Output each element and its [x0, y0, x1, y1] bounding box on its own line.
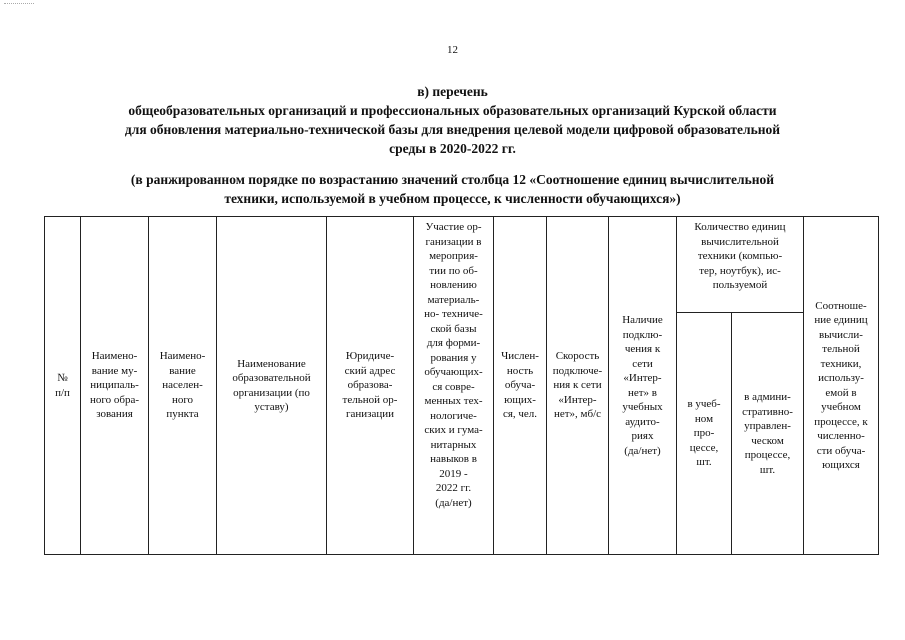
- header-computer-ratio: Соотноше- ние единиц вычисли- тельной техники, использу- емой в учебном процессе, к численно- сти обуча- ющихся: [804, 217, 879, 555]
- heading-line-2: общеобразовательных организаций и профессиональных образовательных организаций Курской области: [128, 103, 777, 118]
- subheading-line-1: (в ранжированном порядке по возрастанию значений столбца 12 «Соотношение единиц вычислительной: [130, 172, 775, 187]
- header-legal-address: Юридиче- ский адрес образова- тельной ор- ганизации: [327, 217, 414, 555]
- header-internet-speed: Скорость подключе- ния к сети «Интер- нет», мб/с: [547, 217, 609, 555]
- document-heading: [0, 82, 905, 158]
- header-computers-group: Количество единиц вычислительной техники (компью- тер, ноутбук), ис- пользуемой: [677, 217, 804, 313]
- page-number: 12: [447, 44, 458, 56]
- document-subheading: [0, 170, 905, 208]
- header-participation: Участие ор- ганизации в мероприя- тии по об- новлению материаль- но- техниче- ской базы для форми- рования у обучающих- ся совре- менных тех- нологиче- ских и гума- нитарных навыков в 2019 - 2022 гг. (да/нет): [414, 217, 494, 555]
- heading-line-3: для обновления материально-технической базы для внедрения целевой модели цифровой образовательной: [124, 122, 781, 137]
- header-computers-educational: в учеб- ном про- цессе, шт.: [677, 313, 732, 555]
- header-municipality: Наимено- вание му- ниципаль- ного обра- зования: [81, 217, 149, 555]
- heading-line-4: среды в 2020-2022 гг.: [389, 141, 516, 156]
- header-internet-in-classrooms: Наличие подклю- чения к сети «Интер- нет» в учебных аудито- риях (да/нет): [609, 217, 677, 555]
- heading-line-1: в) перечень: [417, 84, 488, 99]
- scan-artifact: [4, 3, 34, 5]
- organizations-table: [44, 216, 879, 555]
- header-organization-name: Наименование образовательной организации (по уставу): [217, 217, 327, 555]
- subheading-line-2: техники, используемой в учебном процессе, к численности обучающихся»): [224, 191, 681, 206]
- header-number: № п/п: [45, 217, 81, 555]
- header-computers-administrative: в админи- стративно- управлен- ческом процессе, шт.: [732, 313, 804, 555]
- header-student-count: Числен- ность обуча- ющих- ся, чел.: [494, 217, 547, 555]
- header-settlement: Наимено- вание населен- ного пункта: [149, 217, 217, 555]
